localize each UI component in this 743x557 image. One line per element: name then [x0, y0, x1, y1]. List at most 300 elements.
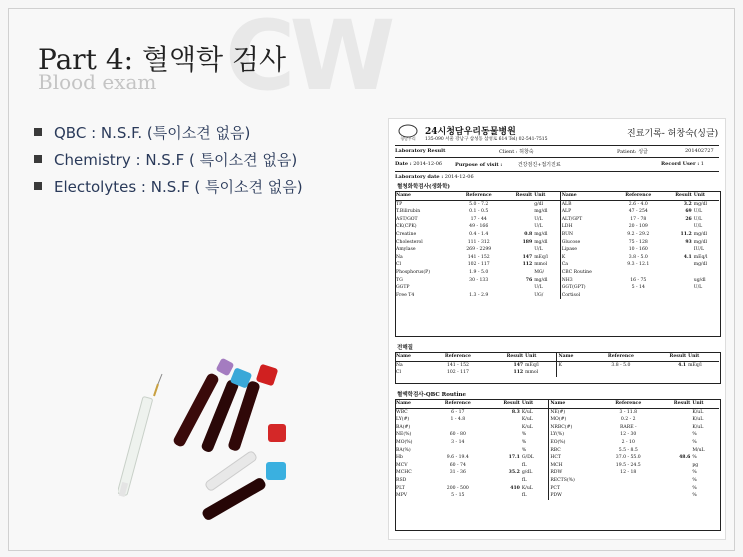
table-cell: ALP — [560, 208, 615, 216]
table-cell: MCHC — [396, 470, 412, 476]
table-cell: mg/dl — [534, 277, 548, 283]
table-cell: mg/dl — [693, 262, 708, 268]
table-cell — [655, 424, 691, 432]
table-cell: pg — [692, 462, 699, 468]
table-cell — [655, 431, 691, 439]
table-row — [395, 369, 719, 377]
table-cell: U/L — [693, 216, 703, 222]
table-cell: Ca — [560, 261, 615, 269]
table-cell — [662, 261, 693, 269]
table-cell: mEq/l — [534, 254, 548, 260]
chemistry-table — [395, 192, 719, 299]
table-row — [395, 439, 719, 447]
table-cell: RDW — [549, 469, 601, 477]
table-cell: % — [692, 477, 697, 483]
column-header: Result — [655, 400, 691, 408]
table-cell: mg/dl — [693, 231, 708, 237]
table-cell — [655, 469, 691, 477]
table-cell: 3.2 — [683, 201, 692, 207]
table-cell: 141 - 152 — [467, 254, 490, 260]
table-cell: 10 - 160 — [628, 247, 648, 253]
table-cell: 31 - 36 — [449, 470, 466, 476]
table-cell: MCH — [549, 462, 601, 470]
table-cell: 0.4 - 1.4 — [469, 231, 489, 237]
table-cell: MO(#) — [549, 416, 601, 424]
table-cell: 200 - 500 — [446, 485, 469, 491]
table-cell — [615, 269, 662, 277]
table-cell: 5.0 - 7.2 — [469, 201, 489, 207]
table-cell: Creatine — [396, 231, 417, 237]
table-cell: HCT — [549, 454, 601, 462]
bullet-text: Chemistry : N.S.F ( 특이소견 없음) — [54, 151, 298, 169]
table-cell: 3 - 14 — [451, 439, 465, 445]
table-header-row — [395, 400, 719, 408]
table-cell: g/dL — [521, 470, 533, 476]
table-cell: WBC — [396, 409, 408, 415]
table-cell: MCV — [396, 462, 408, 468]
column-header: Result — [649, 353, 687, 361]
table-cell: g/dl — [534, 201, 544, 207]
table-cell: K/uL — [692, 409, 704, 415]
hospital-address: 135-090 서울 강남구 삼성동 삼성로 614 Tel) 02-541-7515 — [425, 137, 548, 142]
table-cell: K/uL — [521, 417, 533, 423]
table-cell: 60 - 74 — [449, 462, 466, 468]
table-cell — [455, 284, 502, 292]
table-row — [395, 292, 719, 300]
table-cell: mEq/l — [525, 362, 539, 368]
table-cell — [502, 200, 533, 208]
column-header: Reference — [601, 400, 655, 408]
column-header: Result — [486, 353, 524, 361]
slide-subtitle: Blood exam — [38, 70, 157, 94]
table-cell: % — [692, 470, 697, 476]
column-header: Name — [549, 400, 601, 408]
table-row — [395, 216, 719, 224]
table-row — [395, 469, 719, 477]
table-cell: EO(%) — [549, 439, 601, 447]
table-row — [395, 277, 719, 285]
lab-date-value: 2014-12-06 — [444, 174, 474, 180]
info-rule — [395, 157, 719, 158]
table-cell — [655, 447, 691, 455]
column-header: Result — [485, 400, 521, 408]
table-cell — [615, 292, 662, 300]
table-cell: ALT/GPT — [560, 216, 615, 224]
table-cell: T.Bilirubin — [396, 209, 421, 215]
table-cell: 111 - 312 — [467, 239, 490, 245]
table-cell: 1.3 - 2.9 — [469, 292, 489, 298]
table-cell: 0.8 — [524, 231, 533, 237]
table-cell: fL — [521, 493, 527, 499]
table-cell — [655, 492, 691, 500]
table-cell: 35.2 — [508, 470, 520, 476]
table-cell: U/L — [534, 285, 543, 291]
table-cell: ALB — [560, 200, 615, 208]
table-cell — [431, 477, 485, 485]
lab-report — [388, 118, 726, 540]
table-cell: CBC Routine — [560, 269, 615, 277]
table-cell: U/L — [693, 285, 703, 291]
table-cell: 102 - 117 — [467, 262, 490, 268]
table-cell: Free T4 — [396, 292, 415, 298]
column-header: Unit — [521, 400, 549, 408]
table-cell: 30 - 133 — [469, 277, 489, 283]
table-cell: 4.1 — [678, 362, 687, 368]
table-cell: 17 - 78 — [630, 216, 647, 222]
table-cell: 410 — [510, 485, 520, 491]
table-cell: NE(%) — [396, 432, 412, 438]
table-cell: NRBC(#) — [549, 424, 601, 432]
table-cell: TP — [396, 201, 403, 207]
lab-date-label: Laboratory date : — [395, 174, 444, 180]
table-cell — [655, 477, 691, 485]
table-header-row — [395, 353, 719, 361]
table-cell: 0.1 - 0.5 — [469, 209, 489, 215]
table-cell — [601, 492, 655, 500]
table-cell: 20 - 109 — [628, 224, 648, 230]
table-cell: K — [560, 254, 615, 262]
table-cell — [592, 369, 649, 377]
table-cell: 3.8 - 5.0 — [628, 254, 648, 260]
table-cell — [502, 208, 533, 216]
column-header: Unit — [693, 192, 719, 200]
table-cell: MO(%) — [396, 439, 413, 445]
table-row — [395, 208, 719, 216]
slide-title: Part 4: 혈액학 검사 — [38, 43, 287, 76]
table-cell: 5 - 14 — [631, 285, 645, 291]
header-rule — [395, 145, 719, 146]
document-title: 진료기록- 허창숙(싱글) — [627, 129, 719, 139]
table-cell — [502, 292, 533, 300]
table-cell: 8.3 — [511, 409, 520, 415]
table-cell: 76 — [525, 277, 533, 283]
table-cell: mg/dl — [534, 209, 548, 215]
column-header: Unit — [533, 192, 560, 200]
table-cell: 112 — [513, 370, 524, 376]
table-cell — [485, 439, 521, 447]
table-cell — [431, 447, 485, 455]
table-cell: % — [521, 432, 527, 438]
table-cell: 48.6 — [679, 455, 691, 461]
table-row — [395, 361, 719, 369]
qbc-table — [395, 400, 719, 500]
table-cell: 12 - 18 — [620, 470, 637, 476]
column-header: Reference — [431, 400, 485, 408]
table-cell: 17 - 44 — [470, 216, 487, 222]
table-cell: G/DL — [521, 455, 534, 461]
table-cell — [662, 246, 693, 254]
table-cell: Phosphorus(P) — [396, 269, 431, 275]
table-cell: U/L — [534, 247, 543, 253]
table-header-row — [395, 192, 719, 200]
table-cell: Na — [396, 362, 403, 368]
patient-label: Patient: — [617, 149, 637, 155]
table-cell — [502, 223, 533, 231]
table-cell: 112 — [522, 262, 533, 268]
table-cell: 93 — [685, 239, 692, 245]
table-cell — [655, 416, 691, 424]
table-cell: mg/dl — [693, 239, 708, 245]
date-value: 2014-12-06 — [413, 161, 443, 167]
table-cell: % — [521, 447, 527, 453]
table-cell: ug/dl — [693, 277, 706, 283]
table-cell: M/uL — [692, 447, 705, 453]
table-cell — [687, 369, 719, 377]
date-label: Date : — [395, 161, 412, 167]
table-cell: Lipase — [560, 246, 615, 254]
table-row — [395, 454, 719, 462]
table-cell: TG — [396, 277, 403, 283]
bullet-text: Electolytes : N.S.F ( 특이소견 없음) — [54, 178, 303, 196]
table-cell — [693, 269, 719, 277]
patient-id: 201402727 — [685, 148, 714, 154]
table-cell: LY(#) — [396, 417, 410, 423]
table-cell — [502, 246, 533, 254]
table-cell: Hb — [396, 455, 403, 461]
table-cell: 4.1 — [683, 254, 692, 260]
bullet-square-icon — [34, 128, 42, 136]
watermark-logo: CW — [225, 0, 390, 112]
table-cell — [485, 477, 521, 485]
table-cell: % — [692, 485, 697, 491]
table-cell: U/L — [693, 209, 703, 215]
table-cell — [655, 408, 691, 416]
table-cell: Cl — [396, 370, 401, 376]
table-cell — [431, 424, 485, 432]
table-cell: 16 - 75 — [630, 277, 647, 283]
table-row — [395, 447, 719, 455]
table-cell: Cortisol — [560, 292, 615, 300]
table-cell: % — [692, 432, 697, 438]
table-cell: K/uL — [521, 409, 533, 415]
table-cell: RBC — [549, 447, 601, 455]
table-cell: AST/GOT — [396, 216, 418, 222]
table-cell: 17.1 — [508, 455, 520, 461]
table-cell: 0.2 - 2 — [620, 417, 636, 423]
table-cell — [655, 462, 691, 470]
bullet-list — [34, 120, 303, 201]
table-cell: 147 — [522, 254, 533, 260]
column-header: Result — [662, 192, 693, 200]
table-cell: RECTS(%) — [549, 477, 601, 485]
table-cell — [502, 216, 533, 224]
table-cell: 147 — [513, 362, 524, 368]
table-row — [395, 462, 719, 470]
table-cell: mg/dl — [534, 239, 548, 245]
table-row — [395, 261, 719, 269]
table-cell: mEq/l — [688, 362, 702, 368]
table-cell — [662, 292, 693, 300]
table-row — [395, 200, 719, 208]
table-cell: % — [521, 439, 527, 445]
table-cell — [662, 269, 693, 277]
table-cell: 60 - 80 — [449, 432, 466, 438]
column-header: Name — [395, 400, 431, 408]
table-row — [395, 477, 719, 485]
table-cell: NH3 — [560, 277, 615, 285]
hospital-logo-text: 청담우리 — [400, 136, 416, 141]
date-rule — [395, 171, 719, 172]
table-cell — [655, 439, 691, 447]
table-cell: U/L — [534, 216, 543, 222]
table-cell: 9.2 - 29.2 — [627, 231, 650, 237]
table-cell: 37.0 - 55.0 — [615, 455, 641, 461]
table-cell — [502, 269, 533, 277]
hospital-logo-icon — [395, 123, 421, 141]
hospital-name: 24시청담우리동물병원 — [425, 127, 516, 137]
table-cell: 26 — [685, 216, 692, 222]
table-cell: Glucose — [560, 239, 615, 247]
column-header: Reference — [592, 353, 649, 361]
table-cell: 69 — [685, 209, 692, 215]
purpose-value: 건강검진+접기진료 — [517, 162, 561, 168]
table-cell — [655, 485, 691, 493]
table-cell — [649, 369, 687, 377]
table-cell: 1.9 - 5.0 — [469, 269, 489, 275]
column-header: Reference — [615, 192, 662, 200]
table-cell: PCT — [549, 485, 601, 493]
table-cell: 3.8 - 5.0 — [611, 362, 631, 368]
table-cell: Cl — [396, 262, 401, 268]
table-cell: RSD — [396, 477, 407, 483]
table-cell: 75 - 128 — [628, 239, 648, 245]
table-cell: % — [692, 439, 697, 445]
bullet-text: QBC : N.S.F. (특이소견 없음) — [54, 124, 251, 142]
lab-result-label: Laboratory Result — [395, 148, 446, 154]
table-cell: mmol — [534, 262, 548, 268]
table-cell: CK(CPK) — [396, 224, 417, 230]
table-cell: 9.6 - 19.4 — [446, 455, 469, 461]
table-cell: K/uL — [692, 417, 704, 423]
table-cell: 6 - 17 — [451, 409, 465, 415]
table-cell: NE(#) — [549, 408, 601, 416]
table-cell: % — [692, 493, 697, 499]
table-cell: 49 - 166 — [469, 224, 489, 230]
table-cell — [485, 492, 521, 500]
table-cell — [601, 477, 655, 485]
table-cell: K — [557, 361, 592, 369]
table-cell: Amylase — [396, 247, 416, 253]
table-cell: PDW — [549, 492, 601, 500]
table-cell: 47 - 254 — [628, 209, 648, 215]
table-row — [395, 269, 719, 277]
table-cell: 189 — [522, 239, 533, 245]
bullet-square-icon — [34, 155, 42, 163]
table-cell: Na — [396, 254, 403, 260]
table-row — [395, 492, 719, 500]
column-header: Name — [557, 353, 592, 361]
table-cell: mg/dl — [693, 201, 708, 207]
bullet-item — [34, 147, 303, 174]
section-qbc-title: 혈액학검사-QBC Routine — [397, 392, 467, 398]
table-row — [395, 431, 719, 439]
table-cell: 5 - 15 — [451, 493, 465, 499]
patient-value: 싱글 — [638, 149, 648, 155]
table-cell: Cholesterol — [396, 239, 423, 245]
blood-tubes-photo — [118, 356, 298, 522]
table-cell: 141 - 152 — [446, 362, 469, 368]
table-cell: K/uL — [521, 424, 533, 430]
table-cell: mmol — [525, 370, 539, 376]
column-header: Reference — [429, 353, 486, 361]
table-cell: MG/ — [534, 269, 545, 275]
table-cell: 1 - 4.8 — [450, 417, 466, 423]
table-cell — [693, 292, 719, 300]
client-label: Client : — [499, 149, 518, 155]
table-cell — [601, 485, 655, 493]
table-row — [395, 416, 719, 424]
table-row — [395, 485, 719, 493]
table-cell: 9.3 - 12.1 — [627, 262, 650, 268]
section-electrolytes-title: 전해질 — [397, 345, 413, 351]
table-row — [395, 223, 719, 231]
table-cell: RARE - — [619, 424, 637, 430]
table-cell: mg/dl — [534, 231, 548, 237]
table-row — [395, 408, 719, 416]
column-header: Unit — [687, 353, 719, 361]
table-row — [395, 239, 719, 247]
record-value: 1 — [700, 161, 704, 167]
table-cell — [485, 431, 521, 439]
section-chemistry-title: 혈청화학검사(생화학) — [397, 184, 451, 190]
column-header: Name — [395, 192, 455, 200]
table-cell: IU/L — [693, 247, 705, 253]
table-cell — [485, 416, 521, 424]
table-cell: U/L — [534, 224, 543, 230]
column-header: Name — [560, 192, 615, 200]
table-cell: PLT — [396, 485, 405, 491]
table-cell: U/L — [693, 224, 703, 230]
electrolytes-table — [395, 353, 719, 377]
table-cell — [662, 277, 693, 285]
table-cell: 2.6 - 4.0 — [628, 201, 648, 207]
table-row — [395, 284, 719, 292]
table-cell — [502, 284, 533, 292]
table-cell: 19.5 - 24.5 — [615, 462, 641, 468]
table-cell — [485, 447, 521, 455]
table-row — [395, 231, 719, 239]
table-cell: fL — [521, 477, 527, 483]
purpose-label: Purpose of visit : — [455, 162, 503, 168]
table-cell — [485, 424, 521, 432]
table-cell: UG/ — [534, 292, 544, 298]
table-cell: 11.2 — [680, 231, 692, 237]
bullet-item — [34, 120, 303, 147]
table-cell — [662, 223, 693, 231]
table-cell: % — [692, 455, 697, 461]
table-cell: 5.5 - 8.5 — [618, 447, 638, 453]
table-cell: 2 - 10 — [621, 439, 635, 445]
table-cell — [485, 462, 521, 470]
table-cell — [557, 369, 592, 377]
table-cell: mEq/l — [693, 254, 708, 260]
column-header: Unit — [691, 400, 719, 408]
table-cell: 102 - 117 — [446, 370, 469, 376]
table-cell: BA(%) — [396, 447, 411, 453]
table-cell: LY(%) — [549, 431, 601, 439]
table-cell: MPV — [396, 493, 408, 499]
table-cell: fL — [521, 462, 527, 468]
table-cell: K/uL — [521, 485, 533, 491]
table-cell: GGTP — [396, 285, 410, 291]
table-cell: 12 - 30 — [620, 432, 637, 438]
bullet-square-icon — [34, 182, 42, 190]
bullet-item — [34, 174, 303, 201]
table-cell — [662, 284, 693, 292]
column-header: Reference — [455, 192, 502, 200]
table-row — [395, 424, 719, 432]
column-header: Name — [395, 353, 429, 361]
